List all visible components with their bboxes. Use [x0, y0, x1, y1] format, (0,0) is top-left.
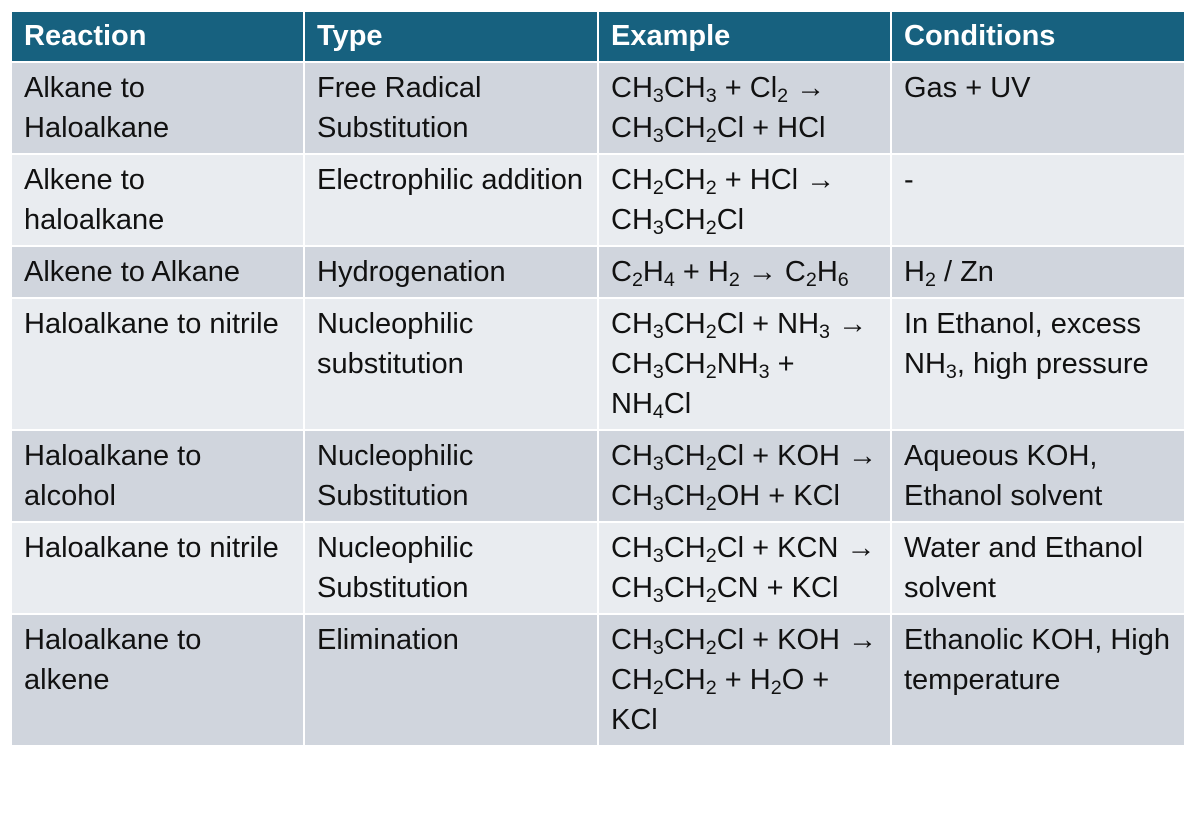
table-row — [11, 522, 1185, 614]
cell-type: Free Radical Substitution — [304, 62, 598, 154]
header-conditions: Conditions — [891, 11, 1185, 62]
cell-example: $CH_3CH_2Cl$ + KOH → $CH_2CH_2 + H_2O$ + KCl — [598, 614, 891, 746]
table-row — [11, 298, 1185, 430]
cell-conditions: Water and Ethanol solvent — [891, 522, 1185, 614]
cell-reaction: Alkene to haloalkane — [11, 154, 304, 246]
cell-type: Elimination — [304, 614, 598, 746]
cell-conditions: Aqueous KOH, Ethanol solvent — [891, 430, 1185, 522]
cell-reaction: Haloalkane to nitrile — [11, 298, 304, 430]
cell-type: Nucleophilic Substitution — [304, 522, 598, 614]
header-example: Example — [598, 11, 891, 62]
cell-example: $CH_3CH_2Cl$ + KOH → $CH_3CH_2OH$ + KCl — [598, 430, 891, 522]
header-type: Type — [304, 11, 598, 62]
cell-type: Nucleophilic Substitution — [304, 430, 598, 522]
cell-reaction: Alkane to Haloalkane — [11, 62, 304, 154]
header-reaction: Reaction — [11, 11, 304, 62]
cell-example: $CH_2CH_2$ + HCl → $CH_3CH_2Cl$ — [598, 154, 891, 246]
cell-example: $CH_3CH_2Cl + NH_3 \to CH_3CH_2NH_3 + NH_4Cl$ — [598, 298, 891, 430]
cell-example: $CH_3CH_3 + Cl_2 \to CH_3CH_2Cl$ + HCl — [598, 62, 891, 154]
table-row — [11, 246, 1185, 298]
reactions-table — [10, 10, 1186, 747]
cell-conditions: $H_2$ / Zn — [891, 246, 1185, 298]
table-row — [11, 154, 1185, 246]
table-row — [11, 62, 1185, 154]
table-row — [11, 614, 1185, 746]
cell-reaction: Haloalkane to nitrile — [11, 522, 304, 614]
cell-reaction: Haloalkane to alcohol — [11, 430, 304, 522]
cell-conditions: - — [891, 154, 1185, 246]
table-row — [11, 430, 1185, 522]
cell-conditions: In Ethanol, excess $NH_3$, high pressure — [891, 298, 1185, 430]
cell-reaction: Haloalkane to alkene — [11, 614, 304, 746]
cell-type: Hydrogenation — [304, 246, 598, 298]
cell-conditions: Gas + UV — [891, 62, 1185, 154]
cell-example: $CH_3CH_2Cl$ + KCN → $CH_3CH_2CN$ + KCl — [598, 522, 891, 614]
cell-type: Nucleophilic substitution — [304, 298, 598, 430]
cell-example: $C_2H_4 + H_2 \to C_2H_6$ — [598, 246, 891, 298]
table-body — [11, 62, 1185, 746]
cell-conditions: Ethanolic KOH, High temperature — [891, 614, 1185, 746]
header-row — [11, 11, 1185, 62]
cell-type: Electrophilic addition — [304, 154, 598, 246]
cell-reaction: Alkene to Alkane — [11, 246, 304, 298]
